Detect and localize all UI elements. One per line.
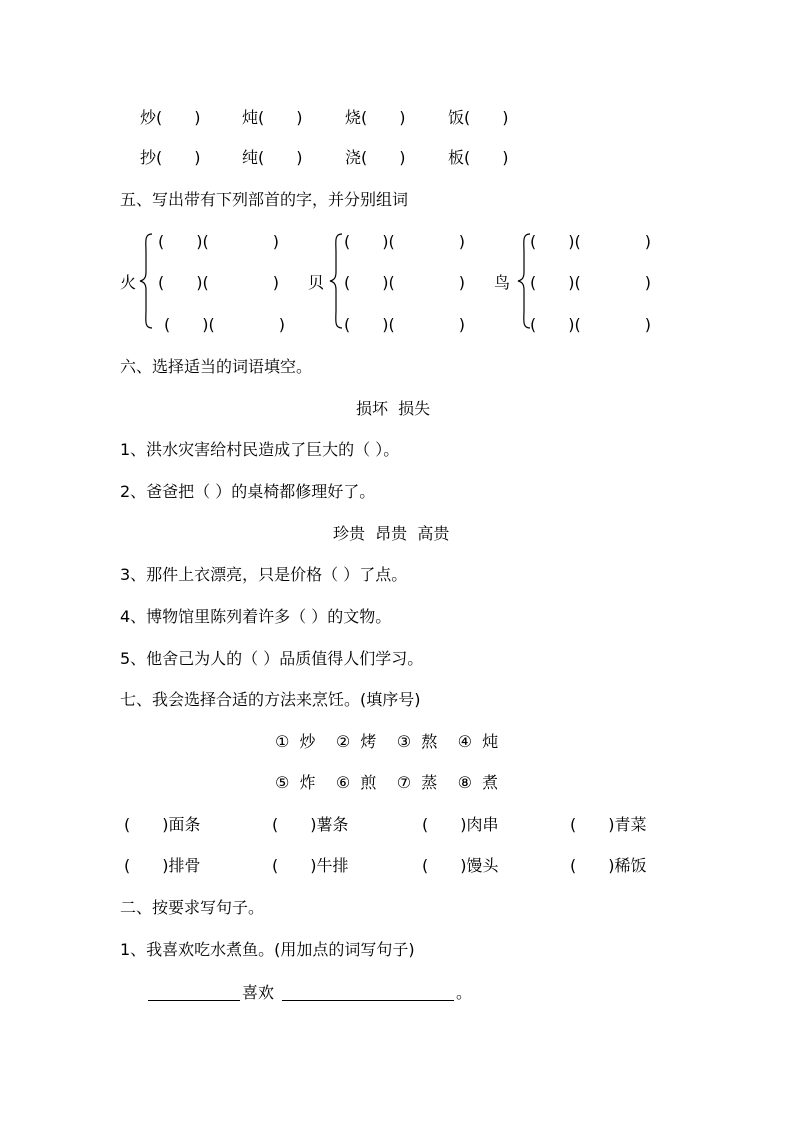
fill-item: 3、那件上衣漂亮，只是价格（ ）了点。: [120, 565, 408, 584]
food-item[interactable]: ( )牛排: [272, 856, 349, 875]
sentence-item: 1、我喜欢吃水煮鱼。(用加点的词写句子): [120, 940, 415, 959]
fill-item: 1、洪水灾害给村民造成了巨大的（ ）。: [120, 440, 400, 459]
food-item[interactable]: ( )薯条: [272, 815, 349, 834]
section-5-title: 五、写出带有下列部首的字，并分别组词: [120, 190, 409, 209]
word-bank-1: 损坏 损失: [356, 399, 431, 418]
food-item[interactable]: ( )青菜: [570, 815, 647, 834]
radical-label: 贝: [308, 273, 325, 292]
brace-icon: [138, 232, 154, 330]
answer-blank[interactable]: ( )( ): [530, 232, 651, 251]
food-item[interactable]: ( )稀饭: [570, 856, 647, 875]
fill-item: 2、爸爸把（ ）的桌椅都修理好了。: [120, 482, 376, 501]
radical-label: 火: [120, 273, 137, 292]
char-item: 纯( ): [242, 148, 303, 167]
answer-blank[interactable]: ( )( ): [164, 315, 285, 334]
underline-blank-2[interactable]: [282, 1000, 454, 1001]
method-options-row-2: ⑤ 炸 ⑥ 煎 ⑦ 蒸 ⑧ 煮: [275, 773, 499, 792]
fill-item: 5、他舍己为人的（ ）品质值得人们学习。: [120, 649, 424, 668]
radical-label: 鸟: [494, 273, 511, 292]
answer-blank[interactable]: ( )( ): [344, 232, 465, 251]
char-item: 炒( ): [140, 108, 201, 127]
char-item: 浇( ): [345, 148, 406, 167]
answer-middle-word: 喜欢: [242, 983, 275, 1002]
brace-icon: [328, 232, 344, 330]
answer-blank[interactable]: ( )( ): [158, 232, 279, 251]
fill-item: 4、博物馆里陈列着许多（ ）的文物。: [120, 607, 392, 626]
underline-blank-1[interactable]: [148, 1000, 240, 1001]
char-item: 抄( ): [140, 148, 201, 167]
answer-end-punct: 。: [456, 983, 473, 1002]
char-item: 炖( ): [242, 108, 303, 127]
food-item[interactable]: ( )排骨: [124, 856, 201, 875]
food-item[interactable]: ( )馒头: [422, 856, 499, 875]
char-item: 板( ): [448, 148, 509, 167]
method-options-row-1: ① 炒 ② 烤 ③ 熬 ④ 炖: [275, 732, 499, 751]
section-6-title: 六、选择适当的词语填空。: [120, 357, 313, 376]
answer-blank[interactable]: ( )( ): [530, 273, 651, 292]
section-7-title: 七、我会选择合适的方法来烹饪。(填序号): [120, 690, 421, 709]
answer-blank[interactable]: ( )( ): [158, 273, 279, 292]
food-item[interactable]: ( )肉串: [422, 815, 499, 834]
section-2-title: 二、按要求写句子。: [120, 898, 265, 917]
char-item: 饭( ): [448, 108, 509, 127]
answer-blank[interactable]: ( )( ): [344, 273, 465, 292]
answer-blank[interactable]: ( )( ): [530, 315, 651, 334]
food-item[interactable]: ( )面条: [124, 815, 201, 834]
char-item: 烧( ): [345, 108, 406, 127]
answer-blank[interactable]: ( )( ): [344, 315, 465, 334]
word-bank-2: 珍贵 昂贵 高贵: [333, 524, 450, 543]
